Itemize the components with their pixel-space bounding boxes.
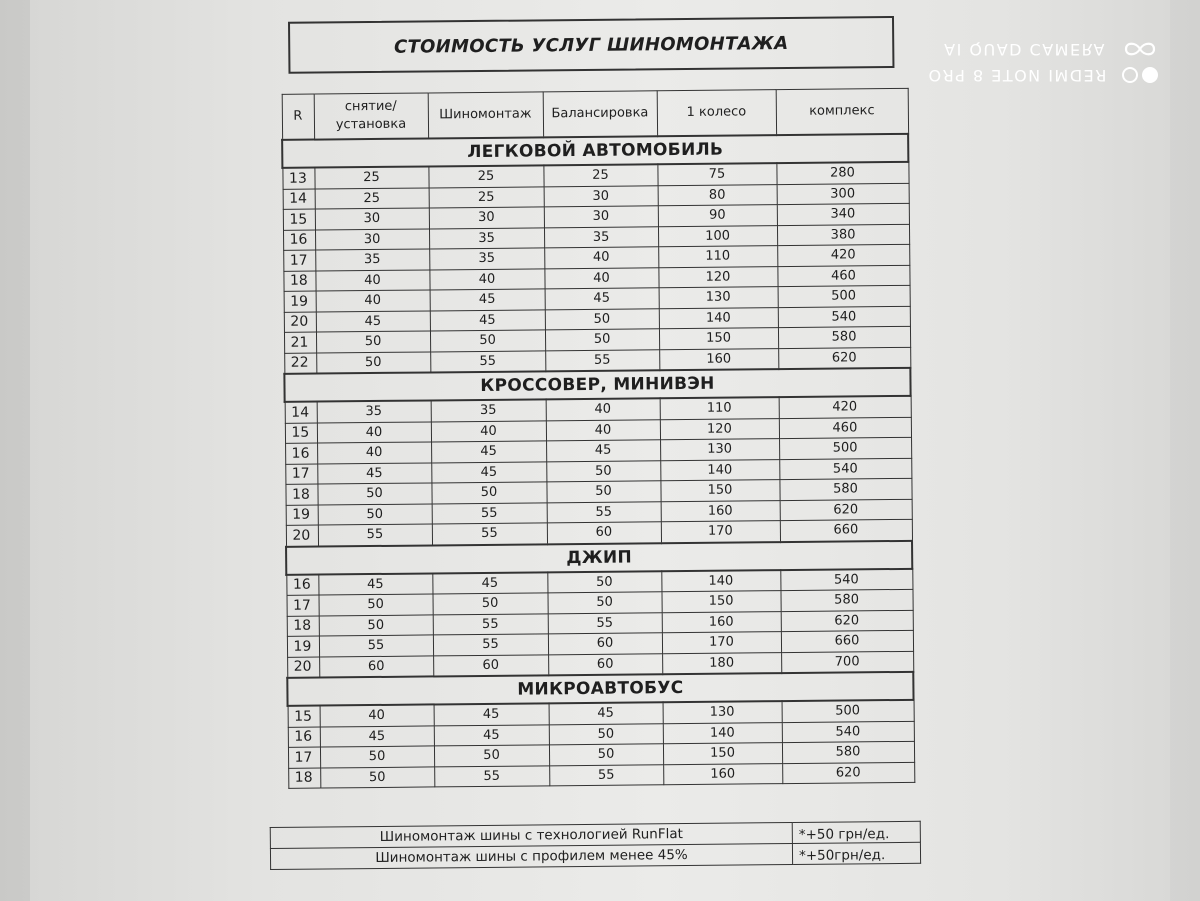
cell-set: 500 (779, 437, 911, 459)
cell-removal: 25 (314, 166, 428, 188)
cell-one-wheel: 140 (660, 459, 779, 481)
infinity-icon (1120, 38, 1160, 60)
cell-balancing: 60 (547, 522, 661, 544)
cell-tire-fitting: 50 (430, 330, 545, 352)
cell-balancing: 55 (545, 349, 659, 371)
cell-tire-fitting: 55 (434, 765, 549, 787)
cell-set: 620 (781, 610, 913, 632)
cell-set: 540 (778, 306, 910, 328)
cell-tire-fitting: 25 (429, 186, 544, 208)
cell-r: 15 (285, 423, 317, 444)
cell-set: 580 (782, 741, 914, 763)
cell-set: 540 (779, 458, 911, 480)
cell-tire-fitting: 45 (431, 441, 546, 463)
section-title: ДЖИП (286, 540, 912, 574)
cell-r: 16 (288, 727, 320, 748)
cell-one-wheel: 130 (663, 701, 782, 723)
cell-balancing: 30 (544, 185, 658, 207)
cell-set: 620 (782, 762, 914, 784)
cell-tire-fitting: 50 (432, 593, 547, 615)
cell-one-wheel: 150 (661, 591, 780, 613)
cell-r: 19 (286, 505, 318, 526)
cell-r: 17 (288, 747, 320, 768)
cell-removal: 40 (316, 290, 430, 312)
cell-balancing: 50 (547, 592, 661, 614)
cell-r: 17 (283, 250, 315, 271)
cell-r: 22 (284, 353, 316, 374)
cell-tire-fitting: 45 (430, 309, 545, 331)
section-title: ЛЕГКОВОЙ АВТОМОБИЛЬ (282, 134, 908, 168)
cell-removal: 50 (316, 351, 430, 373)
cell-set: 300 (777, 183, 909, 205)
cell-set: 660 (780, 519, 912, 541)
cell-one-wheel: 160 (661, 500, 780, 522)
cell-set: 420 (777, 244, 909, 266)
note-price: *+50грн/ед. (792, 842, 920, 864)
cell-one-wheel: 170 (662, 632, 781, 654)
cell-removal: 40 (320, 704, 434, 726)
cell-one-wheel: 110 (660, 397, 779, 419)
cell-balancing: 50 (549, 723, 663, 745)
cell-one-wheel: 140 (663, 722, 782, 744)
cell-r: 14 (285, 402, 317, 423)
cell-balancing: 50 (547, 571, 661, 593)
price-document (268, 16, 922, 870)
cell-balancing: 40 (546, 419, 660, 441)
cell-r: 14 (283, 189, 315, 210)
cell-tire-fitting: 55 (433, 613, 548, 635)
cell-tire-fitting: 40 (429, 268, 544, 290)
cell-removal: 25 (315, 187, 429, 209)
cell-tire-fitting: 60 (433, 654, 548, 676)
cell-r: 21 (284, 332, 316, 353)
cell-set: 620 (780, 499, 912, 521)
cell-one-wheel: 80 (658, 184, 777, 206)
cell-r: 20 (286, 525, 318, 546)
dual-dot-icon (1120, 64, 1160, 86)
cell-balancing: 60 (548, 633, 662, 655)
cell-tire-fitting: 50 (431, 482, 546, 504)
cell-removal: 45 (316, 310, 430, 332)
cell-removal: 45 (320, 725, 434, 747)
cell-removal: 30 (315, 208, 429, 230)
cell-r: 18 (288, 768, 320, 789)
cell-removal: 40 (315, 269, 429, 291)
cell-tire-fitting: 50 (434, 745, 549, 767)
cell-one-wheel: 130 (659, 287, 778, 309)
document-title-box (288, 16, 894, 74)
cell-tire-fitting: 35 (429, 248, 544, 270)
cell-one-wheel: 150 (660, 480, 779, 502)
col-header-r: R (282, 94, 314, 140)
cell-removal: 45 (318, 573, 432, 595)
camera-watermark (927, 36, 1160, 88)
cell-tire-fitting: 55 (433, 634, 548, 656)
note-label: Шиномонтаж шины с профилем менее 45% (270, 844, 792, 870)
cell-tire-fitting: 45 (430, 289, 545, 311)
cell-balancing: 45 (545, 288, 659, 310)
notes-table (270, 821, 921, 870)
cell-r: 18 (283, 271, 315, 292)
cell-balancing: 25 (543, 164, 657, 186)
cell-r: 20 (284, 312, 316, 333)
cell-r: 19 (287, 636, 319, 657)
cell-tire-fitting: 45 (434, 703, 549, 725)
cell-removal: 45 (317, 462, 431, 484)
cell-set: 460 (779, 417, 911, 439)
cell-removal: 40 (317, 421, 431, 443)
watermark-line-1: AI QUAD CAMERA (944, 40, 1106, 59)
cell-r: 16 (283, 230, 315, 251)
table-header-row (282, 88, 908, 140)
cell-removal: 50 (320, 766, 434, 788)
cell-set: 580 (779, 478, 911, 500)
cell-tire-fitting: 55 (432, 502, 547, 524)
cell-tire-fitting: 45 (434, 724, 549, 746)
cell-balancing: 50 (545, 329, 659, 351)
cell-one-wheel: 160 (662, 611, 781, 633)
cell-tire-fitting: 45 (432, 572, 547, 594)
cell-one-wheel: 150 (663, 743, 782, 765)
cell-balancing: 60 (548, 653, 662, 675)
cell-one-wheel: 120 (658, 266, 777, 288)
note-price: *+50 грн/ед. (792, 821, 920, 843)
price-table (281, 88, 916, 789)
cell-balancing: 30 (544, 206, 658, 228)
cell-balancing: 45 (549, 702, 663, 724)
cell-balancing: 40 (546, 398, 660, 420)
cell-r: 16 (285, 443, 317, 464)
col-header-removal: снятие/ установка (314, 93, 428, 140)
cell-one-wheel: 160 (659, 348, 778, 370)
section-title: КРОССОВЕР, МИНИВЭН (284, 368, 910, 402)
cell-removal: 55 (319, 635, 433, 657)
cell-tire-fitting: 25 (428, 165, 543, 187)
cell-set: 580 (778, 326, 910, 348)
cell-balancing: 50 (546, 481, 660, 503)
cell-one-wheel: 140 (659, 307, 778, 329)
cell-set: 540 (782, 721, 914, 743)
cell-r: 13 (282, 168, 314, 189)
cell-removal: 50 (319, 614, 433, 636)
section-title: МИКРОАВТОБУС (287, 672, 913, 706)
cell-removal: 30 (315, 228, 429, 250)
cell-set: 420 (779, 396, 911, 418)
col-header-set: комплекс (776, 88, 908, 135)
cell-removal: 50 (319, 594, 433, 616)
cell-set: 580 (780, 589, 912, 611)
cell-set: 540 (780, 568, 912, 590)
cell-r: 15 (283, 209, 315, 230)
cell-tire-fitting: 55 (430, 350, 545, 372)
cell-balancing: 40 (544, 267, 658, 289)
document-title: СТОИМОСТЬ УСЛУГ ШИНОМОНТАЖА (393, 32, 789, 58)
col-header-tire-fitting: Шиномонтаж (428, 92, 543, 139)
cell-one-wheel: 90 (658, 205, 777, 227)
cell-one-wheel: 100 (658, 225, 777, 247)
cell-removal: 50 (318, 503, 432, 525)
cell-set: 380 (777, 224, 909, 246)
cell-removal: 60 (319, 655, 433, 677)
watermark-line-2: REDMI NOTE 8 PRO (926, 66, 1106, 85)
cell-one-wheel: 160 (663, 763, 782, 785)
cell-balancing: 35 (544, 226, 658, 248)
cell-r: 16 (286, 574, 318, 595)
cell-r: 19 (284, 291, 316, 312)
cell-set: 280 (776, 162, 908, 184)
cell-removal: 50 (320, 746, 434, 768)
cell-tire-fitting: 55 (432, 523, 547, 545)
cell-set: 500 (782, 700, 914, 722)
cell-one-wheel: 75 (657, 163, 776, 185)
col-header-balancing: Балансировка (543, 91, 657, 138)
cell-one-wheel: 130 (660, 439, 779, 461)
cell-one-wheel: 180 (662, 652, 781, 674)
cell-one-wheel: 120 (660, 418, 779, 440)
col-header-one-wheel: 1 колесо (657, 90, 776, 137)
cell-one-wheel: 170 (661, 521, 780, 543)
cell-r: 20 (287, 657, 319, 678)
cell-balancing: 55 (547, 501, 661, 523)
price-table-body (282, 134, 914, 788)
cell-r: 17 (285, 464, 317, 485)
cell-tire-fitting: 35 (431, 399, 546, 421)
cell-r: 18 (287, 616, 319, 637)
cell-r: 18 (285, 484, 317, 505)
cell-set: 620 (778, 347, 910, 369)
cell-one-wheel: 140 (661, 570, 780, 592)
cell-tire-fitting: 35 (429, 227, 544, 249)
note-label: Шиномонтаж шины с технологией RunFlat (270, 823, 792, 849)
cell-balancing: 45 (546, 440, 660, 462)
notes-table-body (270, 821, 920, 869)
cell-balancing: 55 (548, 612, 662, 634)
cell-balancing: 55 (549, 764, 663, 786)
cell-removal: 40 (317, 442, 431, 464)
cell-balancing: 50 (545, 308, 659, 330)
cell-removal: 35 (317, 400, 431, 422)
cell-set: 460 (777, 265, 909, 287)
cell-tire-fitting: 30 (429, 207, 544, 229)
cell-set: 500 (778, 285, 910, 307)
cell-balancing: 40 (544, 247, 658, 269)
cell-one-wheel: 150 (659, 328, 778, 350)
cell-set: 340 (777, 203, 909, 225)
cell-set: 660 (781, 630, 913, 652)
cell-removal: 50 (316, 331, 430, 353)
cell-balancing: 50 (546, 460, 660, 482)
cell-r: 15 (288, 706, 320, 727)
cell-balancing: 50 (549, 744, 663, 766)
cell-removal: 35 (315, 249, 429, 271)
cell-set: 700 (781, 651, 913, 673)
cell-tire-fitting: 45 (431, 461, 546, 483)
cell-removal: 55 (318, 524, 432, 546)
cell-tire-fitting: 40 (431, 420, 546, 442)
cell-one-wheel: 110 (658, 246, 777, 268)
cell-r: 17 (287, 595, 319, 616)
cell-removal: 50 (317, 483, 431, 505)
